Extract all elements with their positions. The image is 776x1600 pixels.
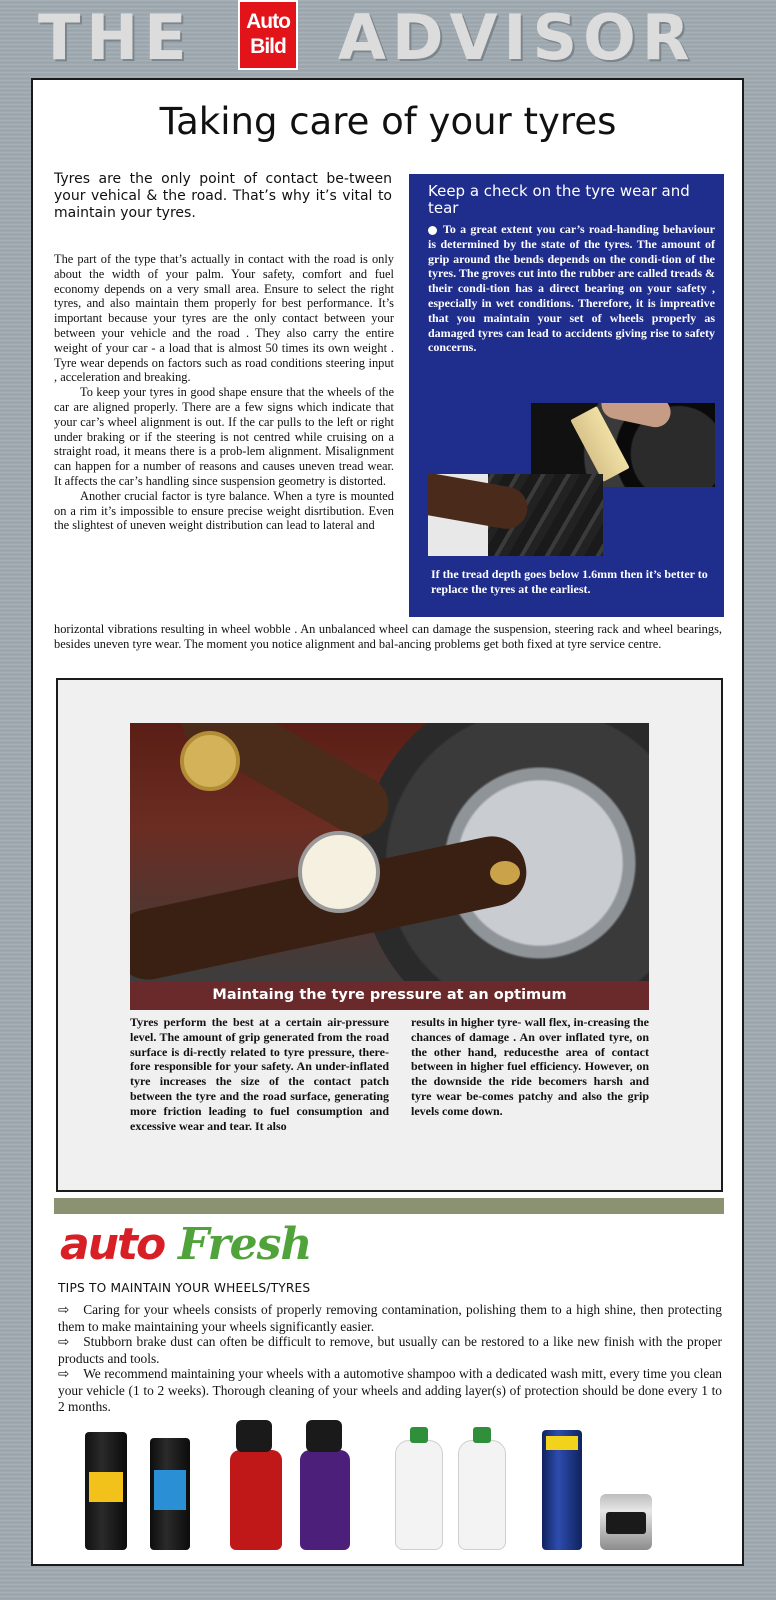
list-item: ⇨ Stubborn brake dust can often be difficult to remove, but usually can be restored to a like new finish with the proper products and tools. [58, 1334, 722, 1366]
pressure-column-2: results in higher tyre- wall flex, in-creasing the chances of damage . An over inflated tyre, on the other hand, reducesthe area of contact between in higher fuel efficiency. However, on the downside the ride becomers harsh and tyre wear be-comes patchy and also the grip levels come down. [411, 1015, 649, 1118]
tips-list [58, 1302, 722, 1414]
logo-line-2: Bild [250, 35, 286, 58]
pressure-caption: Maintaing the tyre pressure at an optimum [130, 981, 649, 1010]
ewc-bottle [395, 1440, 443, 1550]
autobild-logo [238, 0, 298, 70]
autofresh-logo [60, 1220, 340, 1272]
logo-line-1: Auto [246, 10, 290, 33]
brand-fresh: Fresh [178, 1219, 312, 1270]
pressure-column-1: Tyres perform the best at a certain air-pressure level. The amount of grip generated from the road surface is di-rectly related to tyre pressure, there-fore responsible for your safety. An under-inflated tyre increases the size of the contact patch between the tyre and the road surface, generating more friction leading to fuel consumption and excessive wear and tear. It also [130, 1015, 389, 1133]
sidebar-heading: Keep a check on the tyre wear and tear [428, 182, 690, 217]
body-paragraph-3-continued: horizontal vibrations resulting in wheel wobble . An unbalanced wheel can damage the suspension, steering rack and wheel bearings, besides uneven tyre wear. The moment you notice alignment and bal-ancing problems get both fixed at tyre service centre. [54, 622, 722, 651]
body-paragraph-1: The part of the type that’s actually in contact with the road is only about the width of your palm. Your safety, comfort and fuel economy depends on a very small area. Ensure to select the right tyres, and also maintain them properly for best performance. It’s important because your tyres are the only contact between your between your vehicle and the road . They also carry the entire weight of your car - a load that is almost 50 times its own weight . Tyre wear depends on factors such as road conditions steering input , acceleration and breaking. [54, 252, 394, 385]
brand-auto: auto [60, 1219, 165, 1270]
watch [180, 731, 240, 791]
bullet-icon [428, 226, 437, 235]
sidebar-text [428, 222, 715, 355]
nevr-dull-tin [600, 1494, 652, 1550]
article-intro: Tyres are the only point of contact be-tween your vehical & the road. That’s why it’s vital to maintain your tyres. [54, 171, 392, 221]
chrome-spray-bottle [230, 1450, 282, 1550]
tips-heading: TIPS TO MAINTAIN YOUR WHEELS/TYRES [58, 1281, 311, 1295]
arrow-icon: ⇨ [58, 1367, 70, 1383]
masthead [0, 0, 776, 78]
product-lineup [80, 1420, 680, 1550]
pressure-check-photo [130, 723, 649, 981]
body-paragraph-3: Another crucial factor is tyre balance. When a tyre is mounted on a rim it’s impossible to ensure precise weight disrtibution. Even the slightest of uneven weight distribution can lead to lateral and [54, 488, 394, 533]
list-item: ⇨ We recommend maintaining your wheels with a automotive shampoo with a dedicated wash mitt, every time you clean your vehicle (1 to 2 weeks). Thorough cleaning of your wheels and adding layer(s) of protection should be done every 1 to 2 months. [58, 1366, 722, 1414]
list-item: ⇨ Caring for your wheels consists of properly removing contamination, polishing them to a high shine, then protecting them to make maintaining your wheels significantly easier. [58, 1302, 722, 1334]
article-body [54, 252, 394, 533]
sidebar-text-body: To a great extent you car’s road-handing behaviour is determined by the state of the tyres. The amount of grip around the bends depends on the condi-tion of the tyres. The groves cut into the rubber are called treads & their condi-tion has a direct bearing on your safety , especially in wet conditions. Therefore, it is impreative that you maintain your set of wheels properly as damaged tyres can lead to accidents giving rise to safety concerns. [428, 222, 715, 355]
dressing-bottle [458, 1440, 506, 1550]
section-divider [54, 1198, 724, 1214]
page-title: Taking care of your tyres [159, 100, 617, 143]
endurance-spray-bottle [300, 1450, 350, 1550]
wheel-tire-cleaner-can [542, 1430, 582, 1550]
sidebar-footer: If the tread depth goes below 1.6mm then it’s better to replace the tyres at the earliest. [431, 567, 708, 596]
tyre-tread-photo [428, 474, 603, 556]
body-paragraph-2: To keep your tyres in good shape ensure that the wheels of the car are aligned properly. There are a few signs which indicate that your car’s wheel alignment is out. If the car pulls to the left or right under braking or if the steering is not centred while cruising on a straight road, it means there is a prob-lem alignment. Misalignment can happen for a number of reasons and causes uneven tread wear. It affects the car’s handling since suspension geometry is distorted. [54, 385, 394, 488]
pressure-gauge-dial [298, 831, 380, 913]
hand [599, 403, 674, 430]
arrow-icon: ⇨ [58, 1303, 70, 1318]
masthead-the: THE [38, 1, 193, 74]
valve [490, 861, 520, 885]
masthead-advisor: ADVISOR [338, 1, 696, 74]
tire-foam-can [85, 1432, 127, 1550]
tyre-wear-sidebar [409, 174, 724, 617]
wheel-foam-can [150, 1438, 190, 1550]
arrow-icon: ⇨ [58, 1335, 70, 1351]
